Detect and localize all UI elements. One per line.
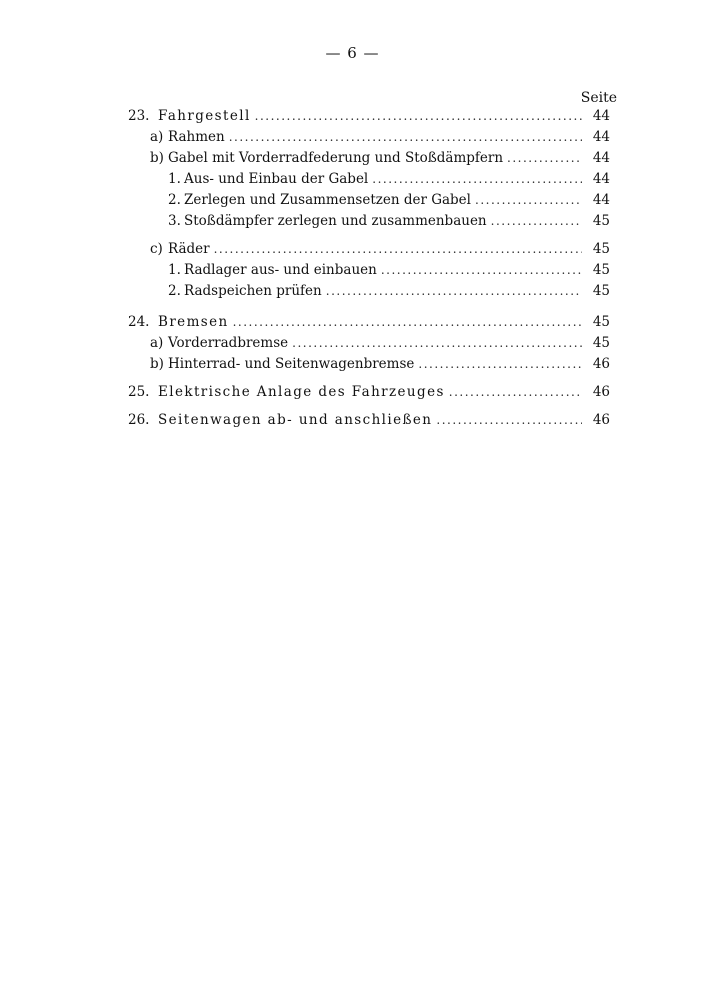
toc-entry-26 <box>128 412 610 433</box>
toc-entry-number: b) <box>150 356 164 372</box>
toc-entry-23b2 <box>128 192 610 213</box>
toc-spacer <box>128 304 610 314</box>
toc-entry-number: 26. <box>128 412 150 428</box>
toc-entry-24a <box>128 335 610 356</box>
toc-entry-page: 45 <box>592 213 610 229</box>
toc-entry-page: 45 <box>592 335 610 351</box>
toc-entry-number: 25. <box>128 384 150 400</box>
toc-entry-number: 3. <box>168 213 181 229</box>
toc-entry-23b3 <box>128 213 610 234</box>
toc-entry-page: 45 <box>592 283 610 299</box>
toc-entry-number: 23. <box>128 108 150 124</box>
toc-leader-dots <box>233 315 582 329</box>
toc-entry-24 <box>128 314 610 335</box>
toc-entry-23b <box>128 150 610 171</box>
table-of-contents <box>128 108 610 433</box>
toc-entry-number: 24. <box>128 314 150 330</box>
toc-leader-dots <box>326 284 582 298</box>
toc-entry-24b <box>128 356 610 377</box>
toc-entry-number: 2. <box>168 192 181 208</box>
toc-leader-dots <box>436 413 582 427</box>
toc-entry-page: 46 <box>592 412 610 428</box>
toc-leader-dots <box>381 263 582 277</box>
toc-entry-number: 2. <box>168 283 181 299</box>
toc-entry-page: 45 <box>592 262 610 278</box>
toc-leader-dots <box>292 336 582 350</box>
toc-entry-label: Stoßdämpfer zerlegen und zusammenbauen <box>184 213 487 229</box>
toc-entry-number: 1. <box>168 262 181 278</box>
toc-entry-label: Radspeichen prüfen <box>184 283 322 299</box>
toc-entry-label: Bremsen <box>158 314 229 330</box>
toc-entry-page: 44 <box>592 192 610 208</box>
toc-leader-dots <box>418 357 582 371</box>
toc-entry-number: c) <box>150 241 163 257</box>
toc-entry-23a <box>128 129 610 150</box>
toc-entry-page: 44 <box>592 108 610 124</box>
toc-entry-23b1 <box>128 171 610 192</box>
toc-leader-dots <box>372 172 582 186</box>
toc-spacer <box>128 234 610 241</box>
toc-entry-label: Räder <box>168 241 210 257</box>
toc-entry-page: 45 <box>592 314 610 330</box>
toc-leader-dots <box>491 214 582 228</box>
toc-entry-label: Seitenwagen ab- und anschließen <box>158 412 433 428</box>
toc-entry-25 <box>128 384 610 405</box>
toc-entry-page: 45 <box>592 241 610 257</box>
toc-entry-number: b) <box>150 150 164 166</box>
toc-spacer <box>128 377 610 384</box>
toc-leader-dots <box>214 242 582 256</box>
toc-entry-label: Vorderradbremse <box>168 335 289 351</box>
toc-entry-label: Fahrgestell <box>158 108 251 124</box>
toc-entry-label: Aus- und Einbau der Gabel <box>184 171 369 187</box>
toc-entry-23c <box>128 241 610 262</box>
toc-entry-page: 46 <box>592 384 610 400</box>
toc-entry-number: a) <box>150 335 164 351</box>
toc-entry-23 <box>128 108 610 129</box>
toc-entry-label: Elektrische Anlage des Fahrzeuges <box>158 384 445 400</box>
page-column-header: Seite <box>580 90 617 106</box>
toc-spacer <box>128 405 610 412</box>
toc-entry-number: 1. <box>168 171 181 187</box>
toc-entry-page: 44 <box>592 150 610 166</box>
toc-entry-page: 44 <box>592 129 610 145</box>
toc-entry-label: Hinterrad- und Seitenwagenbremse <box>168 356 415 372</box>
page-number: — 6 — <box>325 44 380 62</box>
toc-entry-23c2 <box>128 283 610 304</box>
toc-entry-page: 44 <box>592 171 610 187</box>
toc-entry-23c1 <box>128 262 610 283</box>
toc-entry-label: Gabel mit Vorderradfederung und Stoßdämpfern <box>168 150 504 166</box>
toc-leader-dots <box>449 385 582 399</box>
toc-entry-page: 46 <box>592 356 610 372</box>
toc-leader-dots <box>475 193 582 207</box>
toc-leader-dots <box>255 109 582 123</box>
toc-entry-number: a) <box>150 129 164 145</box>
toc-entry-label: Radlager aus- und einbauen <box>184 262 377 278</box>
toc-entry-label: Rahmen <box>168 129 225 145</box>
toc-entry-label: Zerlegen und Zusammensetzen der Gabel <box>184 192 471 208</box>
toc-leader-dots <box>229 130 582 144</box>
toc-leader-dots <box>507 151 582 165</box>
